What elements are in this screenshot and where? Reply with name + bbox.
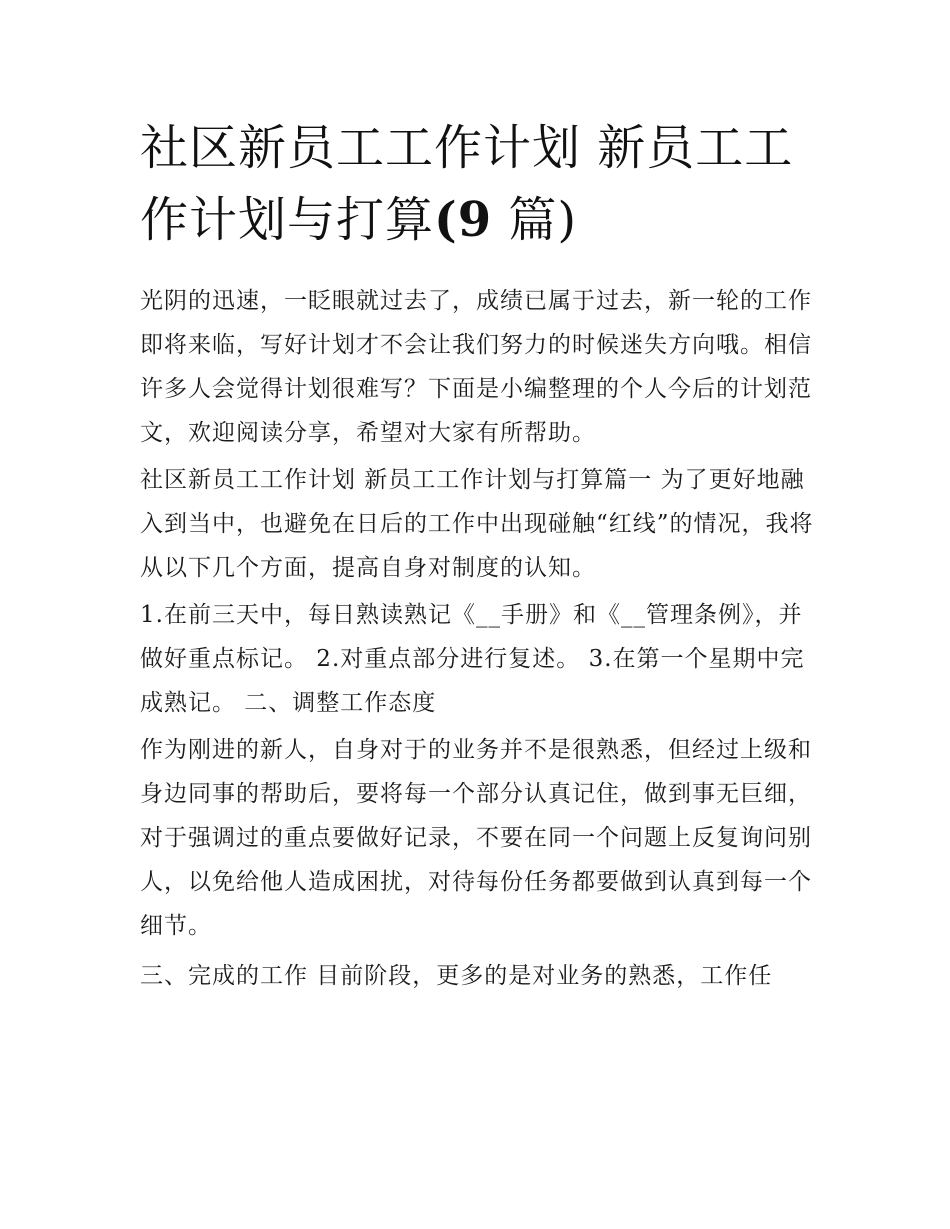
paragraph-attitude: 作为刚进的新人，自身对于的业务并不是很熟悉，但经过上级和身边同事的帮助后，要将每一个部分认真记住，做到事无巨细，对于强调过的重点要做好记录，不要在同一个问题上反复询问别人，以免给他人造成困扰，对待每份任务都要做到认真到每一个细节。 [140,737,812,939]
title-text: 社区新员工工作计划 新员工工作计划与打算 [140,120,794,248]
paragraph-plan-steps: 1.在前三天中，每日熟读熟记《__手册》和《__管理条例》，并做好重点标记。 2.对重点部分进行复述。 3.在第一个星期中完成熟记。 二、调整工作态度 [140,602,805,716]
title-suffix: 篇) [492,192,578,248]
paragraph-intro: 光阴的迅速，一眨眼就过去了，成绩已属于过去，新一轮的工作即将来临，写好计划才不会让我们努力的时候迷失方向哦。相信许多人会觉得计划很难写？下面是小编整理的个人今后的计划范文，欢迎阅读分享，希望对大家有所帮助。 [140,288,812,446]
paragraph-work-completed: 三、完成的工作 目前阶段，更多的是对业务的熟悉，工作任 [140,963,773,989]
document-body [140,279,820,1001]
document-title [140,112,820,256]
title-count: (9 [434,192,493,248]
paragraph-plan-intro: 社区新员工工作计划 新员工工作计划与打算篇一 为了更好地融入到当中，也避免在日后的工作中出现碰触“红线”的情况，我将从以下几个方面，提高自身对制度的认知。 [140,467,814,581]
